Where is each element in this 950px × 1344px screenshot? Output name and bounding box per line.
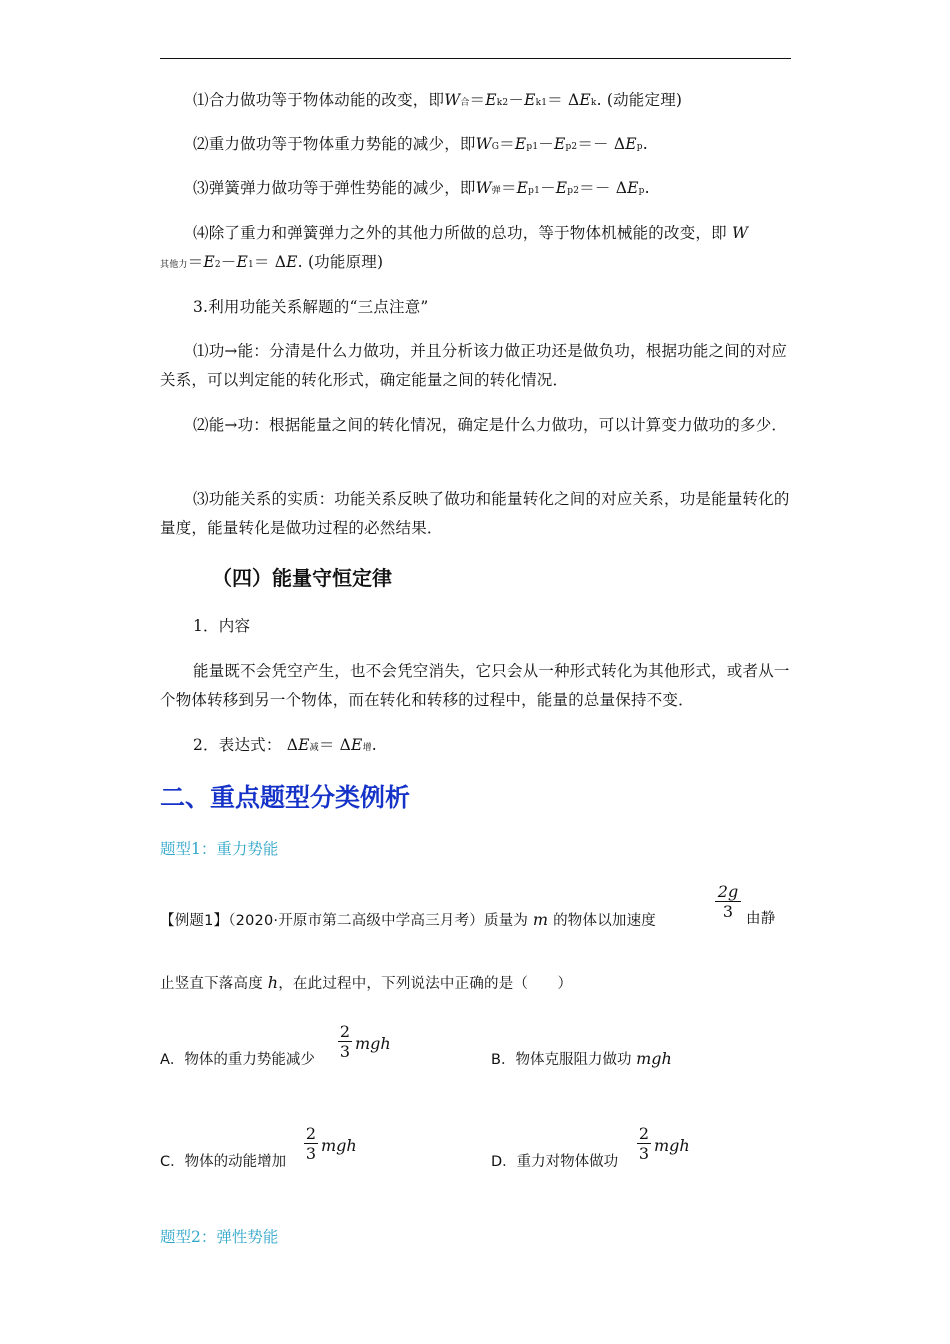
option-c-fraction: 2 3 xyxy=(305,1124,317,1163)
example-1-line2: 止竖直下落高度 h，在此过程中，下列说法中正确的是（ ） xyxy=(160,973,573,992)
option-d-fraction: 2 3 xyxy=(638,1124,650,1163)
option-b[interactable]: B．物体克服阻力做功 mgh xyxy=(491,1049,672,1068)
expression-line: 2．表达式： ΔE减＝ ΔE增. xyxy=(193,736,377,754)
option-a-mgh: mgh xyxy=(355,1034,391,1053)
line-spring-work: ⑶弹簧弹力做功等于弹性势能的减少，即W弹＝Ep1－Ep2＝－ ΔEp. xyxy=(193,179,650,197)
question-type-2: 题型2：弹性势能 xyxy=(160,1228,279,1246)
line-gravity-work: ⑵重力做功等于物体重力势能的减少，即WG＝Ep1－Ep2＝－ ΔEp. xyxy=(193,135,648,153)
option-a[interactable]: A．物体的重力势能减少 xyxy=(160,1052,315,1068)
line-other-force-work: ⑷除了重力和弹簧弹力之外的其他力所做的总功，等于物体机械能的改变，即 W 其他力＝E2－E1＝ ΔE. (功能原理) xyxy=(160,224,749,271)
heading-energy-conservation: （四）能量守恒定律 xyxy=(212,566,392,590)
question-type-1: 题型1：重力势能 xyxy=(160,840,279,858)
note-3: ⑶功能关系的实质：功能关系反映了做功和能量转化之间的对应关系，功是能量转化的量度，能量转化是做功过程的必然结果． xyxy=(160,490,790,537)
option-a-fraction: 2 3 xyxy=(339,1022,351,1061)
note-1: ⑴功→能：分清是什么力做功，并且分析该力做正功还是做负功，根据功能之间的对应关系，可以判定能的转化形式，确定能量之间的转化情况． xyxy=(160,342,788,389)
section3-title: 3.利用功能关系解题的“三点注意” xyxy=(193,298,429,316)
option-d-mgh: mgh xyxy=(654,1136,690,1155)
content-label: 1．内容 xyxy=(193,617,251,635)
option-c[interactable]: C．物体的动能增加 xyxy=(160,1154,287,1170)
example-1-line1: 【例题1】（2020·开原市第二高级中学高三月考）质量为 m 的物体以加速度 xyxy=(160,910,656,929)
note-2: ⑵能→功：根据能量之间的转化情况，确定是什么力做功，可以计算变力做功的多少． xyxy=(193,416,788,434)
line-kinetic-theorem: ⑴合力做功等于物体动能的改变，即W合＝Ek2－Ek1＝ ΔEk. (动能定理) xyxy=(193,91,683,109)
acceleration-fraction: 2g 3 xyxy=(715,882,741,921)
option-c-mgh: mgh xyxy=(321,1136,357,1155)
content-text: 能量既不会凭空产生，也不会凭空消失，它只会从一种形式转化为其他形式，或者从一个物体转移到另一个物体，而在转化和转移的过程中，能量的总量保持不变． xyxy=(160,662,790,709)
section2-title: 二、重点题型分类例析 xyxy=(160,783,411,812)
header-rule xyxy=(160,58,791,59)
example-1-end: 由静 xyxy=(746,911,776,927)
option-d[interactable]: D．重力对物体做功 xyxy=(491,1154,619,1170)
